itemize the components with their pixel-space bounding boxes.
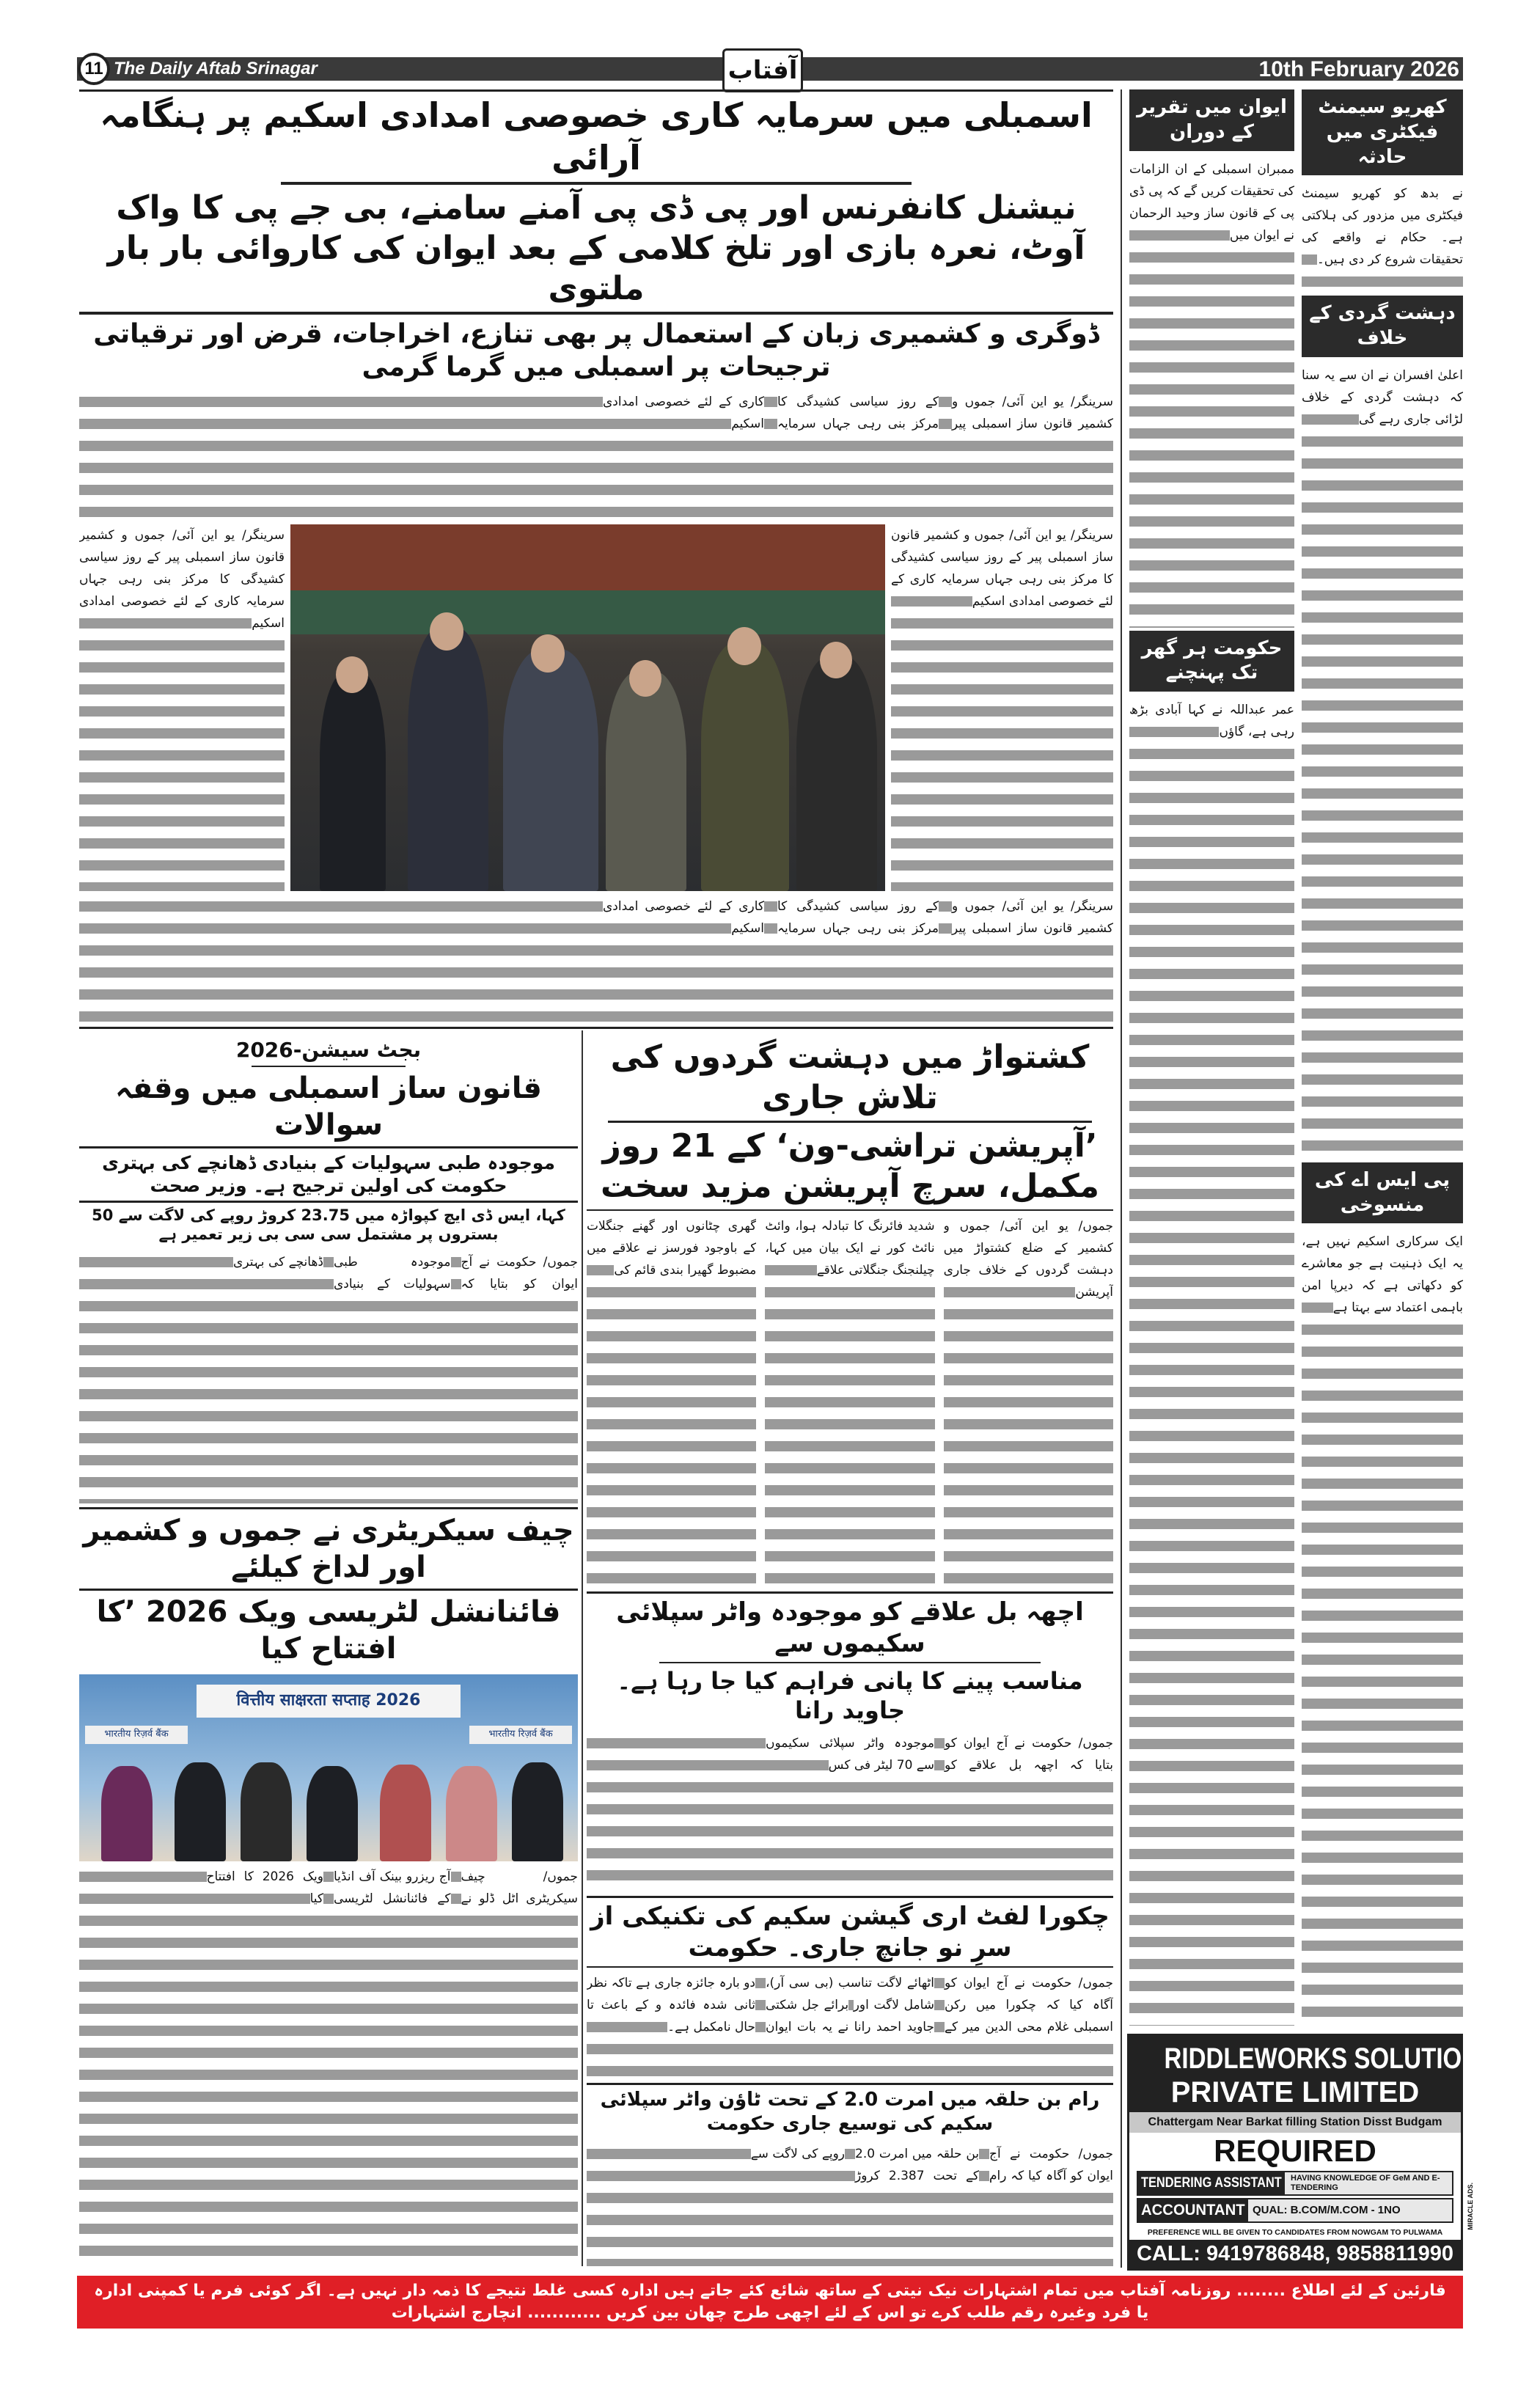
budget-kicker: بجٹ سیشن-2026 <box>235 1038 422 1062</box>
lead-headline: اسمبلی میں سرمایہ کاری خصوصی امدادی اسکیم پر ہنگامہ آرائی <box>100 95 1093 177</box>
water-story <box>587 1591 1113 1892</box>
section-box-title: ایوان میں تقریر کے دوران <box>1129 89 1294 151</box>
right-col-b-body: عمر عبداللہ نے کہا آبادی بڑھ رہی ہے، گاؤں <box>1129 699 1294 2026</box>
lead-body-right: سرینگر/ یو این آئی/ جموں و کشمیر قانون ساز اسمبلی پیر کے روز سیاسی کشیدگی کا مرکز بنی رہی جہاں سرمایہ کاری کے لئے خصوصی امدادی اسکیم <box>891 524 1113 891</box>
water-body: جموں/ حکومت نے آج ایوان کو بتایا کہ اچھہ بل علاقے کو موجودہ واٹر سپلائی سکیموں سے 70 لیٹر فی کس <box>587 1732 1113 1892</box>
amrut-body: جموں/ حکومت نے آج ایوان کو آگاہ کیا کہ رام بن حلقہ میں امرت 2.0 کے تحت 2.387 کروڑ روپے کی لاگت سے <box>587 2143 1113 2266</box>
ad-position-title: ACCOUNTANT <box>1141 2202 1245 2219</box>
lead-body-bottom: سرینگر/ یو این آئی/ جموں و کشمیر قانون ساز اسمبلی پیر کے روز سیاسی کشیدگی کا مرکز بنی رہی جہاں سرمایہ کاری کے لئے خصوصی امدادی اسکیم <box>79 895 1113 1025</box>
ad-agency: MIRACLE ADS. <box>1467 2183 1474 2230</box>
chief-secretary-story <box>79 1507 578 2266</box>
kishtwar-subheadline: ’آپریشن تراشی-ون‘ کے 21 روز مکمل، سرچ آپریشن مزید سخت <box>601 1127 1099 1205</box>
right-col-b-body: اعلیٰ افسران نے ان سے یہ سنا کہ دہشت گردی کے خلاف لڑائی جاری رہے گی <box>1302 364 1463 1159</box>
section-box-title: حکومت ہر گھر تک پہنچنے <box>1129 631 1294 692</box>
photo-banner: वित्तीय साक्षरता सप्ताह 2026 <box>197 1685 461 1718</box>
divider <box>587 1966 1113 1968</box>
budget-story <box>79 1034 578 1503</box>
reader-notice-banner: قارئین کے لئے اطلاع ........ روزنامہ آفتاب میں تمام اشتہارات نیک نیتی کے ساتھ شائع کئے جاتے ہیں ادارہ کسی غلط نتیجے کا ذمہ دار نہیں ہے۔ اگر کوئی فرم یا کمپنی ادارہ یا فرد وغیرہ رقم طلب کرے تو اس کے لئے اچھی طرح چھان بین کریں ............ انچارج اشتہارات <box>77 2276 1463 2329</box>
kishtwar-body: گھری چٹانوں اور گھنے جنگلات کے باوجود فورسز نے علاقے میں مضبوط گھیرا بندی قائم کی <box>587 1215 756 1592</box>
column-separator <box>582 1030 583 2266</box>
paper-name: The Daily Aftab Srinagar <box>114 59 318 78</box>
lead-body: سرینگر/ یو این آئی/ جموں و کشمیر قانون ساز اسمبلی پیر کے روز سیاسی کشیدگی کا مرکز بنی رہی جہاں سرمایہ کاری کے لئے خصوصی امدادی اسکیم <box>79 391 1113 520</box>
chakora-story <box>587 1896 1113 2079</box>
lead-story <box>79 89 1113 1025</box>
section-box-title: پی ایس اے کی منسوخی <box>1302 1162 1463 1224</box>
lead-subheadline: نیشنل کانفرنس اور پی ڈی پی آمنے سامنے، بی جے پی کا واک آوٹ، نعرہ بازی اور تلخ کلامی کے بعد ایوان کی کاروائی بار بار ملتوی <box>107 189 1085 307</box>
ad-position-detail: HAVING KNOWLEDGE OF GeM AND E-TENDERING <box>1285 2172 1452 2194</box>
budget-body: جموں/ حکومت نے آج ایوان کو بتایا کہ موجودہ طبی سہولیات کے بنیادی ڈھانچے کی بہتری <box>79 1251 578 1503</box>
water-headline: اچھہ بل علاقے کو موجودہ واٹر سپلائی سکیموں سے <box>616 1597 1084 1658</box>
right-column-a <box>1129 89 1294 2026</box>
ad-required: REQUIRED <box>1214 2133 1376 2168</box>
kishtwar-headline: کشتواڑ میں دہشت گردوں کی تلاش جاری <box>610 1038 1090 1116</box>
chief-secretary-headline: چیف سیکریٹری نے جموں و کشمیر اور لداخ کیلئے <box>83 1514 574 1584</box>
right-column-b <box>1302 89 1463 2026</box>
lead-photo-row <box>79 524 1113 891</box>
ad-preference: PREFERENCE WILL BE GIVEN TO CANDIDATES FROM NOWGAM TO PULWAMA <box>1147 2228 1443 2237</box>
divider <box>79 1027 1113 1029</box>
chakora-body: جموں/ حکومت نے آج ایوان کو آگاہ کیا کہ چکورا میں رکن اسمبلی غلام محی الدین میر کے اٹھائے لاگت تناسب (بی سی آر)، شامل لاگت اور برائے جل شکتی جاوید احمد رانا نے یہ بات ایوان دو بارہ جائزہ جاری ہے تاکہ نظر ثانی شدہ فائدہ و کے باعث تا حال نامکمل ہے۔ <box>587 1972 1113 2079</box>
right-col-a-body: ممبران اسمبلی کے ان الزامات کی تحقیقات کریں گے کہ پی ڈی پی کے قانون ساز وحید الرحمان نے ایوان میں <box>1129 158 1294 628</box>
ad-phone: CALL: 9419786848, 9858811990 <box>1136 2242 1454 2265</box>
budget-subhead: موجودہ طبی سہولیات کے بنیادی ڈھانچے کی بہتری حکومت کی اولین ترجیح ہے۔ وزیر صحت <box>102 1152 555 1197</box>
page-number: 11 <box>78 53 110 85</box>
literacy-week-photo <box>79 1674 578 1861</box>
kishtwar-story <box>587 1034 1113 1588</box>
photo-sign: भारतीय रिज़र्व बैंक <box>469 1726 572 1744</box>
issue-date: 10th February 2026 <box>1258 57 1459 81</box>
kishtwar-columns <box>587 1211 1113 1588</box>
lead-body-left: سرینگر/ یو این آئی/ جموں و کشمیر قانون ساز اسمبلی پیر کے روز سیاسی کشیدگی کا مرکز بنی رہی جہاں سرمایہ کاری کے لئے خصوصی امدادی اسکیم <box>79 524 285 891</box>
right-col-b-body: ایک سرکاری اسکیم نہیں ہے، یہ ایک ذہنیت ہے جو معاشرے کو دکھاتی ہے کہ دیرپا امن باہمی اعتماد سے بہتا ہے <box>1302 1231 1463 2026</box>
lead-strapline: ڈوگری و کشمیری زبان کے استعمال پر بھی تنازع، اخراجات، قرض اور ترقیاتی ترجیحات پر اسمبلی میں گرما گرمی <box>93 319 1099 382</box>
ad-position-title: TENDERING ASSISTANT <box>1141 2175 1282 2191</box>
ad-company-name: RIDDLEWORKS SOLUTIONS <box>1164 2043 1496 2075</box>
photo-sign: भारतीय रिज़र्व बैंक <box>85 1726 188 1744</box>
water-subheadline: مناسب پینے کا پانی فراہم کیا جا رہا ہے۔ جاوید رانا <box>617 1667 1083 1724</box>
right-col-b-body: نے بدھ کو کھریو سیمنٹ فیکٹری میں مزدور کی ہلاکتی ہے۔ حکام نے واقعے کی تحقیقات شروع کر دی ہیں۔ <box>1302 183 1463 293</box>
kishtwar-body: جموں/ یو این آئی/ جموں و کشمیر کے ضلع کشتواڑ میں دہشت گردوں کے خلاف جاری آپریشن <box>944 1215 1113 1592</box>
chief-secretary-body: جموں/ چیف سیکریٹری اٹل ڈلو نے آج ریزرو بینک آف انڈیا کے فائنانشل لٹریسی ویک 2026 کا افتتاح کیا <box>79 1866 578 2266</box>
column-separator <box>1121 89 1122 2268</box>
assembly-photo <box>290 524 885 891</box>
ad-position-detail: QUAL: B.COM/M.COM - 1NO <box>1253 2204 1401 2216</box>
chakora-headline: چکورا لفٹ اری گیشن سکیم کی تکنیکی از سرِ نو جانچ جاری۔ حکومت <box>590 1902 1110 1963</box>
budget-headline: قانون ساز اسمبلی میں وقفہ سوالات <box>115 1071 542 1142</box>
amrut-headline: رام بن حلقہ میں امرت 2.0 کے تحت ٹاؤن واٹر سپلائی سکیم کی توسیع جاری حکومت <box>600 2089 1100 2135</box>
budget-strap: کہا، ایس ڈی ایچ کپواڑہ میں 23.75 کروڑ روپے کی لاگت سے 50 بستروں پر مشتمل سی سی بی زیر تعمیر ہے <box>92 1206 565 1243</box>
job-advertisement <box>1127 2034 1496 2271</box>
ad-address: Chattergam Near Barkat filling Station Disst Budgam <box>1148 2116 1442 2128</box>
chief-secretary-subheadline: فائنانشل لٹریسی ویک 2026 ’کا افتتاح کیا <box>96 1595 561 1666</box>
ad-company-suffix: PRIVATE LIMITED <box>1170 2076 1420 2109</box>
section-box-title: دہشت گردی کے خلاف <box>1302 296 1463 357</box>
kishtwar-body: شدید فائرنگ کا تبادلہ ہوا، وائٹ نائٹ کور نے ایک بیان میں کہا، چیلنجنگ جنگلاتی علاقے <box>765 1215 934 1592</box>
newspaper-logo: آفتاب <box>722 48 803 92</box>
section-box-title: کھریو سیمنٹ فیکٹری میں حادثہ <box>1302 89 1463 175</box>
amrut-story <box>587 2083 1113 2266</box>
